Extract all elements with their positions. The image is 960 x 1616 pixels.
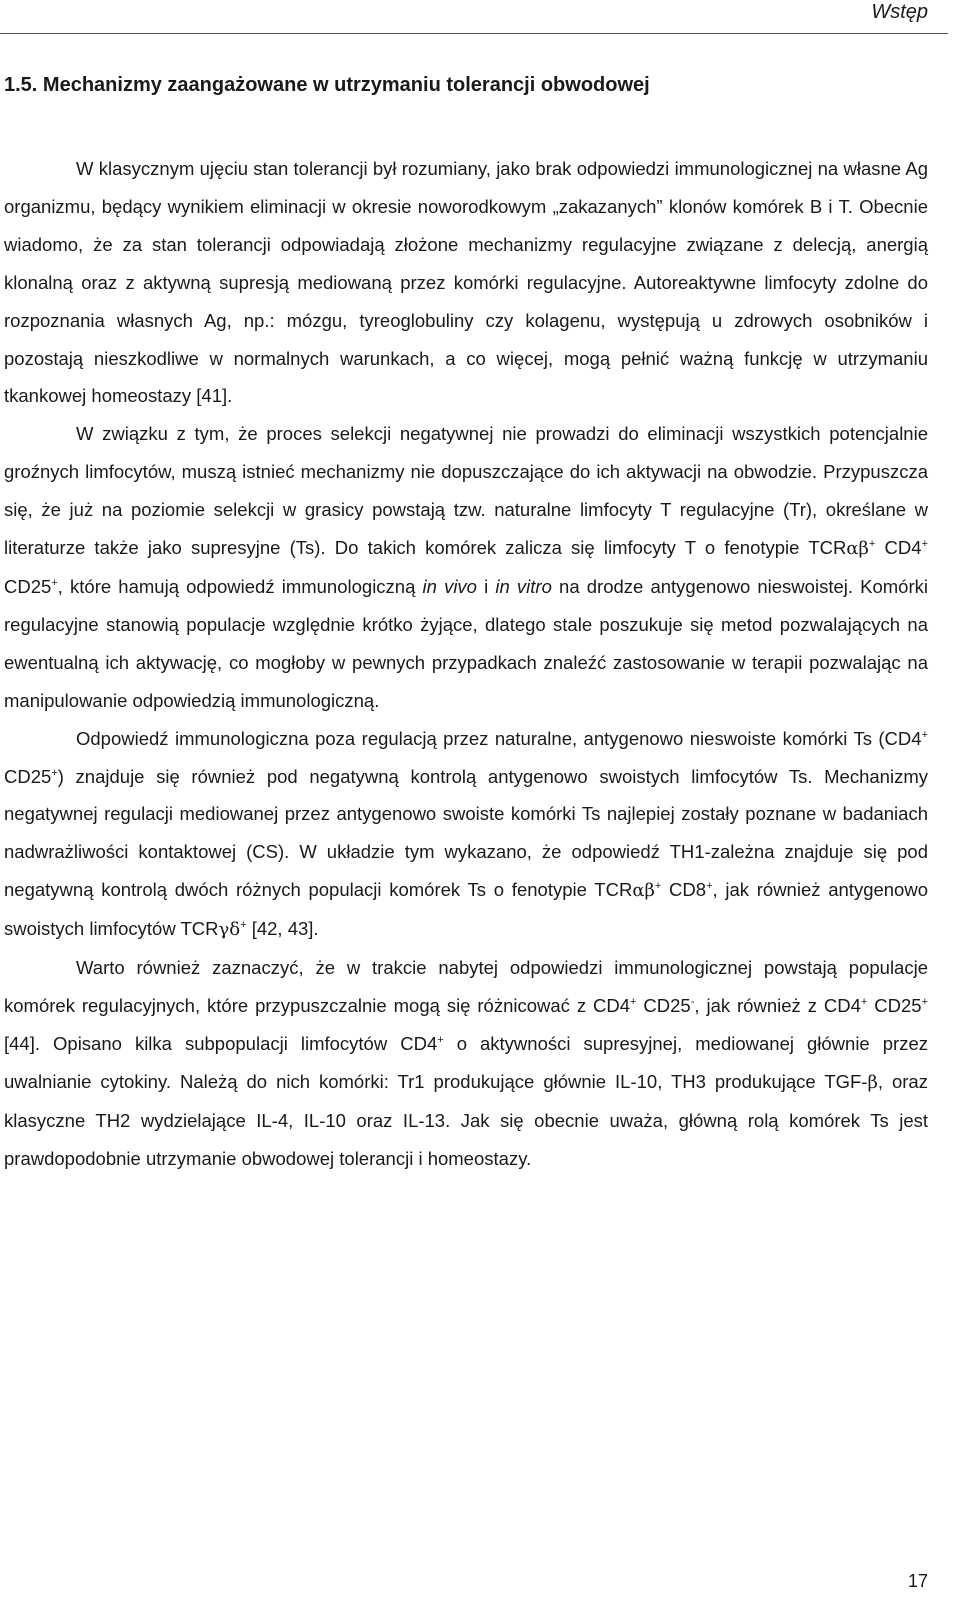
paragraph-3	[4, 720, 928, 949]
text-run: CD25	[636, 994, 691, 1016]
superscript-plus: +	[240, 919, 247, 932]
text-run: , oraz klasyczne TH2 wydzielające IL-4, IL-10 oraz IL-13. Jak się obecnie uważa, główną rolą komórek Ts jest prawdopodobnie utrzymanie obwodowej tolerancji i homeostazy.	[4, 1070, 928, 1169]
superscript-plus: +	[654, 880, 662, 893]
text-run: , jak również z CD4	[694, 994, 861, 1016]
superscript-plus: +	[51, 766, 58, 779]
text-run: , które hamują odpowiedź immunologiczną	[57, 575, 423, 597]
italic-in-vivo: in vivo	[422, 575, 477, 597]
paragraph-2	[4, 415, 928, 719]
superscript-plus: +	[437, 1033, 444, 1046]
text-run: CD25	[4, 765, 52, 787]
greek-gamma-delta: γδ	[218, 919, 241, 941]
text-run: i	[476, 575, 496, 597]
text-run: na drodze antygenowo nieswoistej. Komórki regulacyjne stanowią populacje względnie krótko żyjące, dlatego stale poszukuje się metod pozwalających na ewentualną ich aktywację, co mogłoby w pewnych przypadkach znaleźć zastosowanie w terapii pozwalając na manipulowanie odpowiedzią immunologiczną.	[4, 575, 928, 711]
superscript-minus: -	[690, 995, 695, 1008]
text-run: Warto również zaznaczyć, że w trakcie nabytej odpowiedzi immunologicznej powstają populacje komórek regulacyjnych, które przypuszczalnie mogą się różnicować z CD4	[4, 957, 928, 1016]
superscript-plus: +	[51, 576, 58, 589]
page-number: 17	[907, 1571, 928, 1591]
text-run: CD25	[867, 994, 922, 1016]
text-run: CD8	[661, 879, 707, 901]
superscript-plus: +	[868, 538, 876, 551]
text-run: ) znajduje się również pod negatywną kontrolą antygenowo swoistych limfocytów Ts. Mechanizmy negatywnej regulacji mediowanej przez antygenowo swoiste komórki Ts najlepiej zostały poznane w badaniach nadwrażliwości kontaktowej (CS). W układzie tym wykazano, że odpowiedź TH1-zależna znajduje się pod negatywną kontrolą dwóch różnych populacji komórek Ts o fenotypie TCR	[4, 765, 928, 901]
superscript-plus: +	[921, 728, 928, 741]
greek-alpha-beta: αβ	[846, 538, 869, 560]
superscript-plus: +	[921, 538, 928, 551]
paragraph-1	[4, 150, 928, 415]
text-run: CD25	[4, 575, 52, 597]
italic-in-vitro: in vitro	[495, 575, 552, 597]
section-title: Mechanizmy zaangażowane w utrzymaniu tolerancji obwodowej	[42, 74, 650, 96]
superscript-plus: +	[706, 880, 713, 893]
text-run: W klasycznym ujęciu stan tolerancji był rozumiany, jako brak odpowiedzi immunologicznej na własne Ag organizmu, będący wynikiem eliminacji w okresie noworodkowym „zakazanych” klonów komórek B i T. Obecnie wiadomo, że za stan tolerancji odpowiadają złożone mechanizmy regulacyjne związane z delecją, anergią klonalną oraz z aktywną supresją mediowaną przez komórki regulacyjne. Autoreaktywne limfocyty zdolne do rozpoznania własnych Ag, np.: mózgu, tyreoglobuliny czy kolagenu, występują u zdrowych osobników i pozostają nieszkodliwe w normalnych warunkach, a co więcej, mogą pełnić ważną funkcję w utrzymaniu tkankowej homeostazy [41].	[4, 158, 928, 407]
text-run: o aktywności supresyjnej, mediowanej głównie przez uwalnianie cytokiny. Należą do nich komórki: Tr1 produkujące głównie IL-10, TH3 produkujące TGF-	[4, 1032, 928, 1092]
greek-alpha-beta: αβ	[632, 880, 655, 902]
superscript-plus: +	[921, 995, 928, 1008]
text-run: Odpowiedź immunologiczna poza regulacją przez naturalne, antygenowo nieswoiste komórki Ts (CD4	[76, 727, 922, 749]
greek-beta: β	[867, 1071, 878, 1093]
section-number: 1.5.	[4, 74, 38, 96]
superscript-plus: +	[630, 995, 637, 1008]
text-run: CD4	[875, 537, 922, 559]
superscript-plus: +	[860, 995, 868, 1008]
body-text	[4, 150, 928, 1177]
text-run: [42, 43].	[246, 918, 319, 940]
section-heading	[4, 72, 650, 98]
text-run: [44]. Opisano kilka subpopulacji limfocytów CD4	[4, 1032, 438, 1054]
header-divider	[0, 33, 948, 34]
paragraph-4	[4, 949, 928, 1177]
text-run: , jak również antygenowo swoistych limfocytów TCR	[4, 879, 928, 940]
running-header: Wstęp	[871, 1, 928, 23]
text-run: W związku z tym, że proces selekcji negatywnej nie prowadzi do eliminacji wszystkich potencjalnie groźnych limfocytów, muszą istnieć mechanizmy nie dopuszczające do ich aktywacji na obwodzie. Przypuszcza się, że już na poziomie selekcji w grasicy powstają tzw. naturalne limfocyty T regulacyjne (Tr), określane w literaturze także jako supresyjne (Ts). Do takich komórek zalicza się limfocyty T o fenotypie TCR	[4, 423, 928, 559]
